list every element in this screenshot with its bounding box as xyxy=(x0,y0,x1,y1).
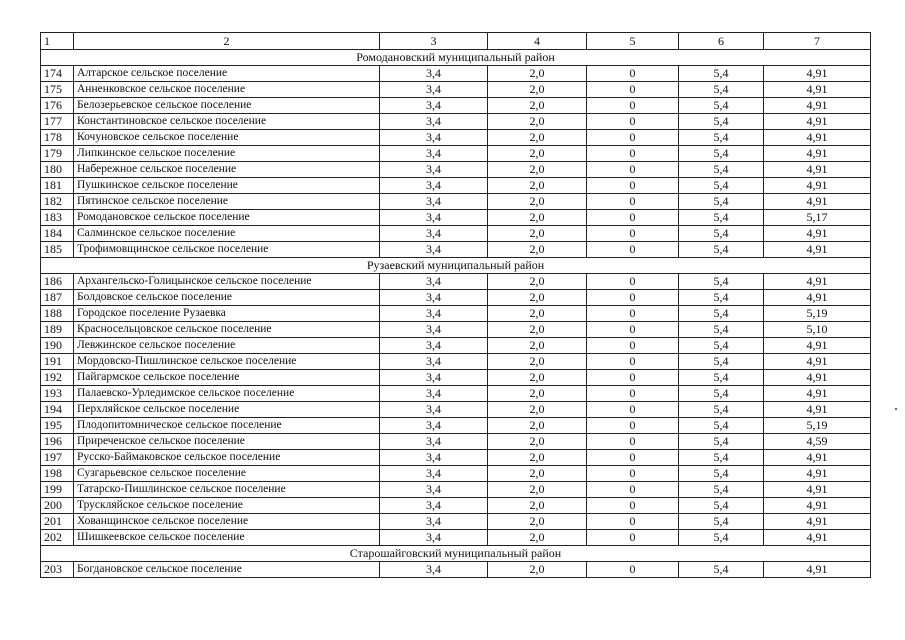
column-header: 6 xyxy=(679,33,764,50)
value-col-7: 5,10 xyxy=(764,322,871,338)
settlement-name: Анненковское сельское поселение xyxy=(74,82,380,98)
value-col-6: 5,4 xyxy=(679,482,764,498)
value-col-4: 2,0 xyxy=(488,466,587,482)
value-col-6: 5,4 xyxy=(679,210,764,226)
value-col-7: 4,91 xyxy=(764,98,871,114)
row-number: 175 xyxy=(41,82,74,98)
settlement-name: Приреченское сельское поселение xyxy=(74,434,380,450)
settlement-name: Мордовско-Пишлинское сельское поселение xyxy=(74,354,380,370)
value-col-5: 0 xyxy=(587,418,679,434)
value-col-5: 0 xyxy=(587,194,679,210)
row-number: 200 xyxy=(41,498,74,514)
table-row xyxy=(41,482,871,498)
value-col-4: 2,0 xyxy=(488,66,587,82)
value-col-6: 5,4 xyxy=(679,290,764,306)
value-col-5: 0 xyxy=(587,178,679,194)
value-col-5: 0 xyxy=(587,146,679,162)
row-number: 184 xyxy=(41,226,74,242)
value-col-6: 5,4 xyxy=(679,402,764,418)
column-header: 1 xyxy=(41,33,74,50)
value-col-6: 5,4 xyxy=(679,514,764,530)
value-col-6: 5,4 xyxy=(679,466,764,482)
value-col-3: 3,4 xyxy=(380,114,488,130)
value-col-7: 4,91 xyxy=(764,226,871,242)
value-col-6: 5,4 xyxy=(679,306,764,322)
value-col-4: 2,0 xyxy=(488,434,587,450)
table-row xyxy=(41,466,871,482)
value-col-6: 5,4 xyxy=(679,226,764,242)
settlement-name: Русско-Баймаковское сельское поселение xyxy=(74,450,380,466)
value-col-6: 5,4 xyxy=(679,498,764,514)
value-col-3: 3,4 xyxy=(380,146,488,162)
settlement-name: Кочуновское сельское поселение xyxy=(74,130,380,146)
table-row xyxy=(41,226,871,242)
value-col-6: 5,4 xyxy=(679,530,764,546)
value-col-7: 4,91 xyxy=(764,402,871,418)
section-header-row xyxy=(41,546,871,562)
value-col-5: 0 xyxy=(587,306,679,322)
value-col-6: 5,4 xyxy=(679,98,764,114)
table-body xyxy=(41,33,871,578)
value-col-3: 3,4 xyxy=(380,194,488,210)
value-col-5: 0 xyxy=(587,66,679,82)
value-col-5: 0 xyxy=(587,466,679,482)
value-col-7: 4,91 xyxy=(764,386,871,402)
value-col-6: 5,4 xyxy=(679,194,764,210)
value-col-6: 5,4 xyxy=(679,66,764,82)
value-col-4: 2,0 xyxy=(488,386,587,402)
value-col-5: 0 xyxy=(587,450,679,466)
value-col-3: 3,4 xyxy=(380,530,488,546)
value-col-4: 2,0 xyxy=(488,82,587,98)
value-col-7: 4,91 xyxy=(764,466,871,482)
settlement-name: Ромодановское сельское поселение xyxy=(74,210,380,226)
value-col-5: 0 xyxy=(587,98,679,114)
table-row xyxy=(41,354,871,370)
value-col-7: 4,91 xyxy=(764,338,871,354)
settlement-name: Салминское сельское поселение xyxy=(74,226,380,242)
settlement-name: Пушкинское сельское поселение xyxy=(74,178,380,194)
row-number: 199 xyxy=(41,482,74,498)
value-col-7: 4,59 xyxy=(764,434,871,450)
table-row xyxy=(41,130,871,146)
value-col-5: 0 xyxy=(587,162,679,178)
value-col-7: 4,91 xyxy=(764,482,871,498)
table-row xyxy=(41,290,871,306)
value-col-4: 2,0 xyxy=(488,242,587,258)
value-col-3: 3,4 xyxy=(380,306,488,322)
value-col-5: 0 xyxy=(587,498,679,514)
value-col-5: 0 xyxy=(587,226,679,242)
value-col-6: 5,4 xyxy=(679,354,764,370)
column-header: 4 xyxy=(488,33,587,50)
value-col-5: 0 xyxy=(587,482,679,498)
value-col-6: 5,4 xyxy=(679,338,764,354)
value-col-3: 3,4 xyxy=(380,450,488,466)
value-col-3: 3,4 xyxy=(380,274,488,290)
row-number: 182 xyxy=(41,194,74,210)
column-number-header-row xyxy=(41,33,871,50)
value-col-3: 3,4 xyxy=(380,434,488,450)
value-col-5: 0 xyxy=(587,338,679,354)
settlement-name: Красносельцовское сельское поселение xyxy=(74,322,380,338)
value-col-4: 2,0 xyxy=(488,226,587,242)
value-col-5: 0 xyxy=(587,530,679,546)
value-col-7: 4,91 xyxy=(764,146,871,162)
row-number: 192 xyxy=(41,370,74,386)
row-number: 187 xyxy=(41,290,74,306)
table-row xyxy=(41,82,871,98)
value-col-6: 5,4 xyxy=(679,242,764,258)
value-col-3: 3,4 xyxy=(380,242,488,258)
value-col-4: 2,0 xyxy=(488,530,587,546)
settlement-name: Алтарское сельское поселение xyxy=(74,66,380,82)
table-row xyxy=(41,98,871,114)
settlement-name: Шишкеевское сельское поселение xyxy=(74,530,380,546)
value-col-4: 2,0 xyxy=(488,162,587,178)
column-header: 5 xyxy=(587,33,679,50)
table-row xyxy=(41,450,871,466)
table-row xyxy=(41,514,871,530)
value-col-6: 5,4 xyxy=(679,386,764,402)
value-col-4: 2,0 xyxy=(488,562,587,578)
settlement-name: Плодопитомническое сельское поселение xyxy=(74,418,380,434)
district-title: Рузаевский муниципальный район xyxy=(41,258,871,274)
row-number: 189 xyxy=(41,322,74,338)
table-row xyxy=(41,274,871,290)
table-row xyxy=(41,370,871,386)
table-row xyxy=(41,322,871,338)
row-number: 180 xyxy=(41,162,74,178)
value-col-4: 2,0 xyxy=(488,290,587,306)
row-number: 198 xyxy=(41,466,74,482)
value-col-5: 0 xyxy=(587,562,679,578)
row-number: 203 xyxy=(41,562,74,578)
value-col-7: 4,91 xyxy=(764,370,871,386)
settlement-name: Пайгармское сельское поселение xyxy=(74,370,380,386)
value-col-4: 2,0 xyxy=(488,418,587,434)
table-row xyxy=(41,418,871,434)
table-row xyxy=(41,66,871,82)
table-row xyxy=(41,338,871,354)
value-col-6: 5,4 xyxy=(679,370,764,386)
value-col-7: 4,91 xyxy=(764,114,871,130)
settlement-name: Трофимовщинское сельское поселение xyxy=(74,242,380,258)
table-row xyxy=(41,178,871,194)
value-col-6: 5,4 xyxy=(679,450,764,466)
column-header: 7 xyxy=(764,33,871,50)
settlement-name: Левжинское сельское поселение xyxy=(74,338,380,354)
value-col-7: 4,91 xyxy=(764,290,871,306)
row-number: 186 xyxy=(41,274,74,290)
row-number: 196 xyxy=(41,434,74,450)
value-col-6: 5,4 xyxy=(679,562,764,578)
value-col-5: 0 xyxy=(587,434,679,450)
settlement-name: Болдовское сельское поселение xyxy=(74,290,380,306)
value-col-5: 0 xyxy=(587,354,679,370)
value-col-4: 2,0 xyxy=(488,98,587,114)
table-row xyxy=(41,498,871,514)
value-col-6: 5,4 xyxy=(679,418,764,434)
value-col-4: 2,0 xyxy=(488,146,587,162)
value-col-3: 3,4 xyxy=(380,482,488,498)
value-col-5: 0 xyxy=(587,82,679,98)
value-col-4: 2,0 xyxy=(488,498,587,514)
value-col-7: 4,91 xyxy=(764,130,871,146)
value-col-4: 2,0 xyxy=(488,354,587,370)
row-number: 185 xyxy=(41,242,74,258)
value-col-3: 3,4 xyxy=(380,290,488,306)
value-col-7: 5,17 xyxy=(764,210,871,226)
value-col-7: 4,91 xyxy=(764,274,871,290)
value-col-5: 0 xyxy=(587,322,679,338)
settlement-name: Константиновское сельское поселение xyxy=(74,114,380,130)
settlement-name: Сузгарьевское сельское поселение xyxy=(74,466,380,482)
value-col-7: 4,91 xyxy=(764,562,871,578)
scan-speck xyxy=(895,408,897,410)
value-col-3: 3,4 xyxy=(380,418,488,434)
table-row xyxy=(41,194,871,210)
settlement-name: Богдановское сельское поселение xyxy=(74,562,380,578)
row-number: 197 xyxy=(41,450,74,466)
settlement-name: Белозерьевское сельское поселение xyxy=(74,98,380,114)
district-title: Старошайговский муниципальный район xyxy=(41,546,871,562)
settlement-name: Городское поселение Рузаевка xyxy=(74,306,380,322)
value-col-5: 0 xyxy=(587,274,679,290)
value-col-4: 2,0 xyxy=(488,114,587,130)
row-number: 193 xyxy=(41,386,74,402)
value-col-6: 5,4 xyxy=(679,178,764,194)
row-number: 191 xyxy=(41,354,74,370)
value-col-3: 3,4 xyxy=(380,226,488,242)
row-number: 179 xyxy=(41,146,74,162)
table-row xyxy=(41,562,871,578)
value-col-3: 3,4 xyxy=(380,322,488,338)
value-col-7: 5,19 xyxy=(764,418,871,434)
value-col-4: 2,0 xyxy=(488,322,587,338)
value-col-4: 2,0 xyxy=(488,130,587,146)
value-col-6: 5,4 xyxy=(679,434,764,450)
value-col-7: 4,91 xyxy=(764,530,871,546)
value-col-6: 5,4 xyxy=(679,130,764,146)
value-col-7: 4,91 xyxy=(764,498,871,514)
value-col-6: 5,4 xyxy=(679,146,764,162)
value-col-7: 4,91 xyxy=(764,194,871,210)
value-col-7: 4,91 xyxy=(764,66,871,82)
value-col-7: 4,91 xyxy=(764,242,871,258)
row-number: 202 xyxy=(41,530,74,546)
value-col-3: 3,4 xyxy=(380,466,488,482)
row-number: 190 xyxy=(41,338,74,354)
value-col-5: 0 xyxy=(587,386,679,402)
value-col-6: 5,4 xyxy=(679,82,764,98)
value-col-3: 3,4 xyxy=(380,338,488,354)
district-title: Ромодановский муниципальный район xyxy=(41,50,871,66)
value-col-5: 0 xyxy=(587,242,679,258)
table-row xyxy=(41,146,871,162)
value-col-4: 2,0 xyxy=(488,306,587,322)
value-col-3: 3,4 xyxy=(380,130,488,146)
table-row xyxy=(41,162,871,178)
value-col-5: 0 xyxy=(587,130,679,146)
value-col-4: 2,0 xyxy=(488,450,587,466)
value-col-3: 3,4 xyxy=(380,98,488,114)
table-row xyxy=(41,386,871,402)
table-row xyxy=(41,242,871,258)
settlement-name: Архангельско-Голицынское сельское поселение xyxy=(74,274,380,290)
value-col-3: 3,4 xyxy=(380,402,488,418)
value-col-7: 4,91 xyxy=(764,450,871,466)
table-row xyxy=(41,306,871,322)
table-row xyxy=(41,402,871,418)
value-col-7: 4,91 xyxy=(764,514,871,530)
settlement-name: Набережное сельское поселение xyxy=(74,162,380,178)
value-col-5: 0 xyxy=(587,290,679,306)
row-number: 201 xyxy=(41,514,74,530)
row-number: 178 xyxy=(41,130,74,146)
value-col-3: 3,4 xyxy=(380,562,488,578)
value-col-3: 3,4 xyxy=(380,498,488,514)
value-col-7: 5,19 xyxy=(764,306,871,322)
settlement-name: Хованщинское сельское поселение xyxy=(74,514,380,530)
value-col-3: 3,4 xyxy=(380,82,488,98)
value-col-5: 0 xyxy=(587,114,679,130)
value-col-4: 2,0 xyxy=(488,370,587,386)
table-row xyxy=(41,434,871,450)
table-row xyxy=(41,114,871,130)
value-col-3: 3,4 xyxy=(380,354,488,370)
column-header: 2 xyxy=(74,33,380,50)
section-header-row xyxy=(41,258,871,274)
settlements-table xyxy=(40,32,871,578)
value-col-5: 0 xyxy=(587,402,679,418)
row-number: 194 xyxy=(41,402,74,418)
value-col-6: 5,4 xyxy=(679,162,764,178)
row-number: 174 xyxy=(41,66,74,82)
value-col-3: 3,4 xyxy=(380,514,488,530)
settlement-name: Трускляйское сельское поселение xyxy=(74,498,380,514)
value-col-7: 4,91 xyxy=(764,354,871,370)
value-col-5: 0 xyxy=(587,210,679,226)
value-col-4: 2,0 xyxy=(488,178,587,194)
value-col-4: 2,0 xyxy=(488,210,587,226)
value-col-5: 0 xyxy=(587,370,679,386)
row-number: 195 xyxy=(41,418,74,434)
settlement-name: Татарско-Пишлинское сельское поселение xyxy=(74,482,380,498)
settlement-name: Перхляйское сельское поселение xyxy=(74,402,380,418)
settlement-name: Палаевско-Урледимское сельское поселение xyxy=(74,386,380,402)
row-number: 176 xyxy=(41,98,74,114)
value-col-3: 3,4 xyxy=(380,370,488,386)
value-col-4: 2,0 xyxy=(488,194,587,210)
row-number: 183 xyxy=(41,210,74,226)
value-col-5: 0 xyxy=(587,514,679,530)
value-col-3: 3,4 xyxy=(380,210,488,226)
value-col-7: 4,91 xyxy=(764,82,871,98)
settlement-name: Липкинское сельское поселение xyxy=(74,146,380,162)
value-col-3: 3,4 xyxy=(380,386,488,402)
value-col-6: 5,4 xyxy=(679,274,764,290)
value-col-6: 5,4 xyxy=(679,114,764,130)
value-col-3: 3,4 xyxy=(380,66,488,82)
row-number: 177 xyxy=(41,114,74,130)
value-col-7: 4,91 xyxy=(764,162,871,178)
table-row xyxy=(41,530,871,546)
value-col-7: 4,91 xyxy=(764,178,871,194)
row-number: 188 xyxy=(41,306,74,322)
value-col-4: 2,0 xyxy=(488,482,587,498)
table-row xyxy=(41,210,871,226)
value-col-4: 2,0 xyxy=(488,274,587,290)
value-col-6: 5,4 xyxy=(679,322,764,338)
section-header-row xyxy=(41,50,871,66)
value-col-3: 3,4 xyxy=(380,178,488,194)
value-col-4: 2,0 xyxy=(488,402,587,418)
row-number: 181 xyxy=(41,178,74,194)
settlement-name: Пятинское сельское поселение xyxy=(74,194,380,210)
value-col-3: 3,4 xyxy=(380,162,488,178)
column-header: 3 xyxy=(380,33,488,50)
value-col-4: 2,0 xyxy=(488,514,587,530)
value-col-4: 2,0 xyxy=(488,338,587,354)
